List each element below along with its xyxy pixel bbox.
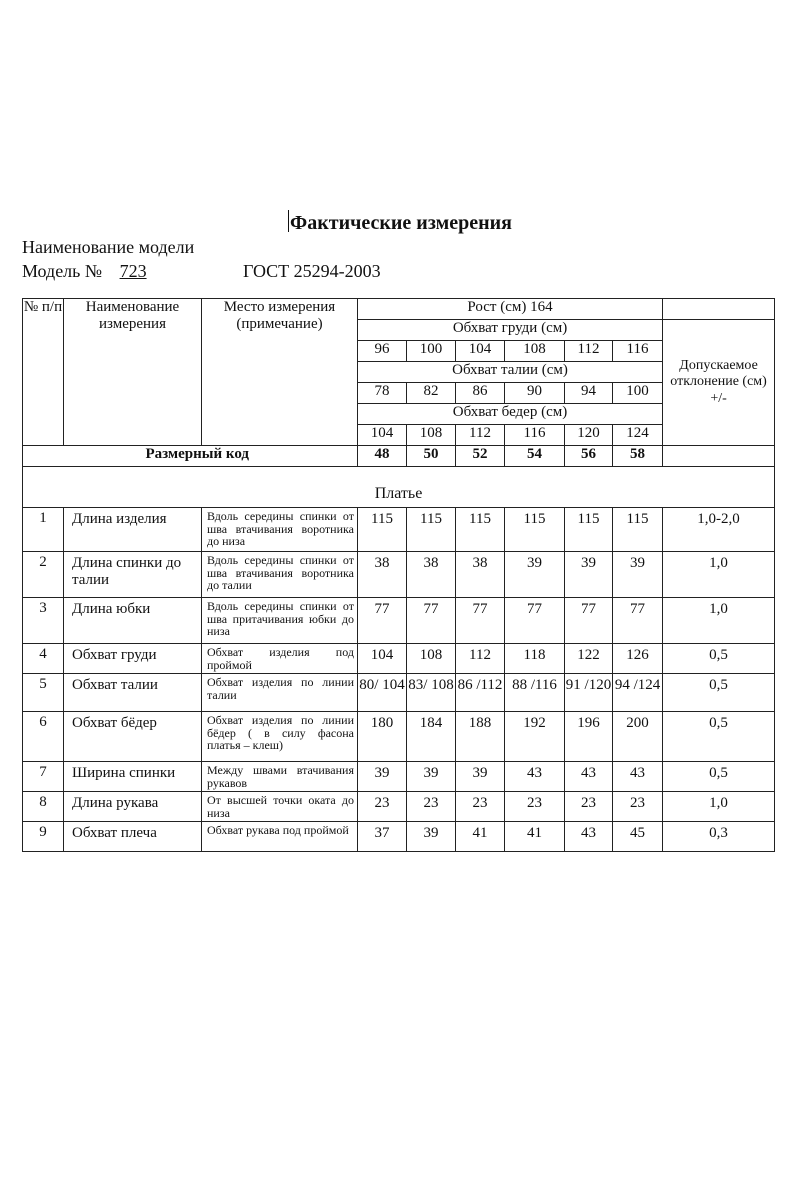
measurement-value: 112 xyxy=(456,644,505,674)
col-header-num: № п/п xyxy=(23,299,64,446)
size-code: 56 xyxy=(565,446,613,467)
measurement-value: 118 xyxy=(505,644,565,674)
measurement-value: 45 xyxy=(613,822,663,852)
height-header: Рост (см) 164 xyxy=(358,299,663,320)
tolerance-value: 1,0 xyxy=(663,552,775,598)
row-number: 7 xyxy=(23,762,64,792)
measurement-place: От высшей точки оката до низа xyxy=(202,792,358,822)
hip-value: 112 xyxy=(456,425,505,446)
measurement-value: 43 xyxy=(505,762,565,792)
title-text: Фактические измерения xyxy=(290,212,512,234)
table-row xyxy=(23,674,775,712)
table-row xyxy=(23,552,775,598)
measurement-value: 184 xyxy=(407,712,456,762)
measurement-value: 23 xyxy=(358,792,407,822)
measurement-value: 115 xyxy=(456,508,505,552)
tolerance-value: 0,5 xyxy=(663,644,775,674)
size-code: 58 xyxy=(613,446,663,467)
gost-standard: ГОСТ 25294-2003 xyxy=(243,261,381,281)
measurement-name: Длина юбки xyxy=(64,598,202,644)
measurement-name: Длина спинки до талии xyxy=(64,552,202,598)
measurement-value: 83/ 108 xyxy=(407,674,456,712)
measurement-value: 86 /112 xyxy=(456,674,505,712)
tolerance-value: 1,0-2,0 xyxy=(663,508,775,552)
measurement-value: 77 xyxy=(407,598,456,644)
col-header-place: Место измерения (примечание) xyxy=(202,299,358,446)
table-row xyxy=(23,712,775,762)
chest-value: 104 xyxy=(456,341,505,362)
waist-value: 82 xyxy=(407,383,456,404)
measurement-place: Обхват рукава под проймой xyxy=(202,822,358,852)
waist-value: 94 xyxy=(565,383,613,404)
measurement-place: Вдоль середины спинки от шва притачивания юбки до низа xyxy=(202,598,358,644)
hip-header: Обхват бедер (см) xyxy=(358,404,663,425)
table-row xyxy=(23,822,775,852)
document-title xyxy=(0,210,800,235)
measurement-value: 39 xyxy=(613,552,663,598)
chest-value: 96 xyxy=(358,341,407,362)
row-number: 2 xyxy=(23,552,64,598)
measurement-value: 77 xyxy=(565,598,613,644)
measurement-value: 115 xyxy=(505,508,565,552)
measurement-value: 39 xyxy=(407,762,456,792)
measurement-value: 115 xyxy=(613,508,663,552)
measurement-value: 77 xyxy=(613,598,663,644)
measurement-value: 80/ 104 xyxy=(358,674,407,712)
row-number: 9 xyxy=(23,822,64,852)
measurement-place: Вдоль середины спинки от шва втачивания воротника до низа xyxy=(202,508,358,552)
size-code: 48 xyxy=(358,446,407,467)
hip-value: 104 xyxy=(358,425,407,446)
measurement-value: 38 xyxy=(407,552,456,598)
row-number: 8 xyxy=(23,792,64,822)
hip-value: 116 xyxy=(505,425,565,446)
row-number: 3 xyxy=(23,598,64,644)
tolerance-value: 0,5 xyxy=(663,674,775,712)
col-header-name: Наименование измерения xyxy=(64,299,202,446)
measurement-value: 180 xyxy=(358,712,407,762)
measurement-value: 115 xyxy=(407,508,456,552)
measurement-place: Обхват изделия по линии талии xyxy=(202,674,358,712)
row-number: 1 xyxy=(23,508,64,552)
table-row xyxy=(23,762,775,792)
hip-value: 120 xyxy=(565,425,613,446)
model-label: Модель № xyxy=(22,261,103,281)
tolerance-header: Допускаемое отклонение (см) +/- xyxy=(663,320,775,446)
size-code: 54 xyxy=(505,446,565,467)
measurement-value: 200 xyxy=(613,712,663,762)
measurement-value: 39 xyxy=(565,552,613,598)
table-row xyxy=(23,598,775,644)
tolerance-header-top xyxy=(663,299,775,320)
measurement-name: Обхват бёдер xyxy=(64,712,202,762)
measurement-value: 39 xyxy=(456,762,505,792)
tolerance-value: 1,0 xyxy=(663,598,775,644)
measurement-name: Обхват талии xyxy=(64,674,202,712)
table-row xyxy=(23,508,775,552)
waist-value: 78 xyxy=(358,383,407,404)
tolerance-value: 0,3 xyxy=(663,822,775,852)
row-number: 5 xyxy=(23,674,64,712)
measurement-name: Обхват груди xyxy=(64,644,202,674)
size-code: 50 xyxy=(407,446,456,467)
measurement-value: 23 xyxy=(456,792,505,822)
measurement-name: Длина рукава xyxy=(64,792,202,822)
measurement-value: 39 xyxy=(358,762,407,792)
measurement-value: 91 /120 xyxy=(565,674,613,712)
chest-value: 116 xyxy=(613,341,663,362)
chest-value: 108 xyxy=(505,341,565,362)
measurement-value: 108 xyxy=(407,644,456,674)
measurement-value: 77 xyxy=(456,598,505,644)
row-number: 4 xyxy=(23,644,64,674)
measurement-value: 39 xyxy=(407,822,456,852)
chest-value: 100 xyxy=(407,341,456,362)
table-row xyxy=(23,644,775,674)
measurement-value: 122 xyxy=(565,644,613,674)
measurement-value: 23 xyxy=(613,792,663,822)
chest-value: 112 xyxy=(565,341,613,362)
tolerance-value: 0,5 xyxy=(663,712,775,762)
measurement-value: 77 xyxy=(505,598,565,644)
measurement-value: 88 /116 xyxy=(505,674,565,712)
measurement-name: Длина изделия xyxy=(64,508,202,552)
measurement-place: Обхват изделия под проймой xyxy=(202,644,358,674)
measurement-value: 126 xyxy=(613,644,663,674)
model-number-line xyxy=(22,261,158,282)
measurement-place: Между швами втачивания рукавов xyxy=(202,762,358,792)
hip-value: 108 xyxy=(407,425,456,446)
waist-value: 100 xyxy=(613,383,663,404)
measurement-value: 94 /124 xyxy=(613,674,663,712)
size-code: 52 xyxy=(456,446,505,467)
row-number: 6 xyxy=(23,712,64,762)
measurement-value: 115 xyxy=(358,508,407,552)
measurement-place: Вдоль середины спинки от шва втачивания воротника до талии xyxy=(202,552,358,598)
size-code-tolerance-empty xyxy=(663,446,775,467)
model-name-label: Наименование модели xyxy=(22,237,195,257)
measurement-value: 43 xyxy=(613,762,663,792)
measurement-value: 23 xyxy=(565,792,613,822)
measurement-value: 43 xyxy=(565,762,613,792)
chest-header: Обхват груди (см) xyxy=(358,320,663,341)
measurements-table xyxy=(22,298,775,852)
waist-value: 86 xyxy=(456,383,505,404)
measurement-value: 37 xyxy=(358,822,407,852)
measurement-name: Обхват плеча xyxy=(64,822,202,852)
measurement-value: 39 xyxy=(505,552,565,598)
measurement-value: 104 xyxy=(358,644,407,674)
measurement-value: 41 xyxy=(456,822,505,852)
measurement-value: 43 xyxy=(565,822,613,852)
measurement-value: 38 xyxy=(456,552,505,598)
measurement-value: 115 xyxy=(565,508,613,552)
measurement-value: 23 xyxy=(407,792,456,822)
measurement-value: 196 xyxy=(565,712,613,762)
waist-header: Обхват талии (см) xyxy=(358,362,663,383)
measurement-value: 77 xyxy=(358,598,407,644)
tolerance-value: 1,0 xyxy=(663,792,775,822)
measurement-name: Ширина спинки xyxy=(64,762,202,792)
table-row xyxy=(23,792,775,822)
measurement-value: 188 xyxy=(456,712,505,762)
text-cursor xyxy=(288,210,289,232)
measurement-value: 23 xyxy=(505,792,565,822)
model-number: 723 xyxy=(119,261,147,281)
section-title: Платье xyxy=(23,467,775,508)
size-code-label: Размерный код xyxy=(23,446,358,467)
waist-value: 90 xyxy=(505,383,565,404)
hip-value: 124 xyxy=(613,425,663,446)
measurement-place: Обхват изделия по линии бёдер ( в силу фасона платья – клеш) xyxy=(202,712,358,762)
measurement-value: 41 xyxy=(505,822,565,852)
measurement-value: 192 xyxy=(505,712,565,762)
measurement-value: 38 xyxy=(358,552,407,598)
tolerance-value: 0,5 xyxy=(663,762,775,792)
